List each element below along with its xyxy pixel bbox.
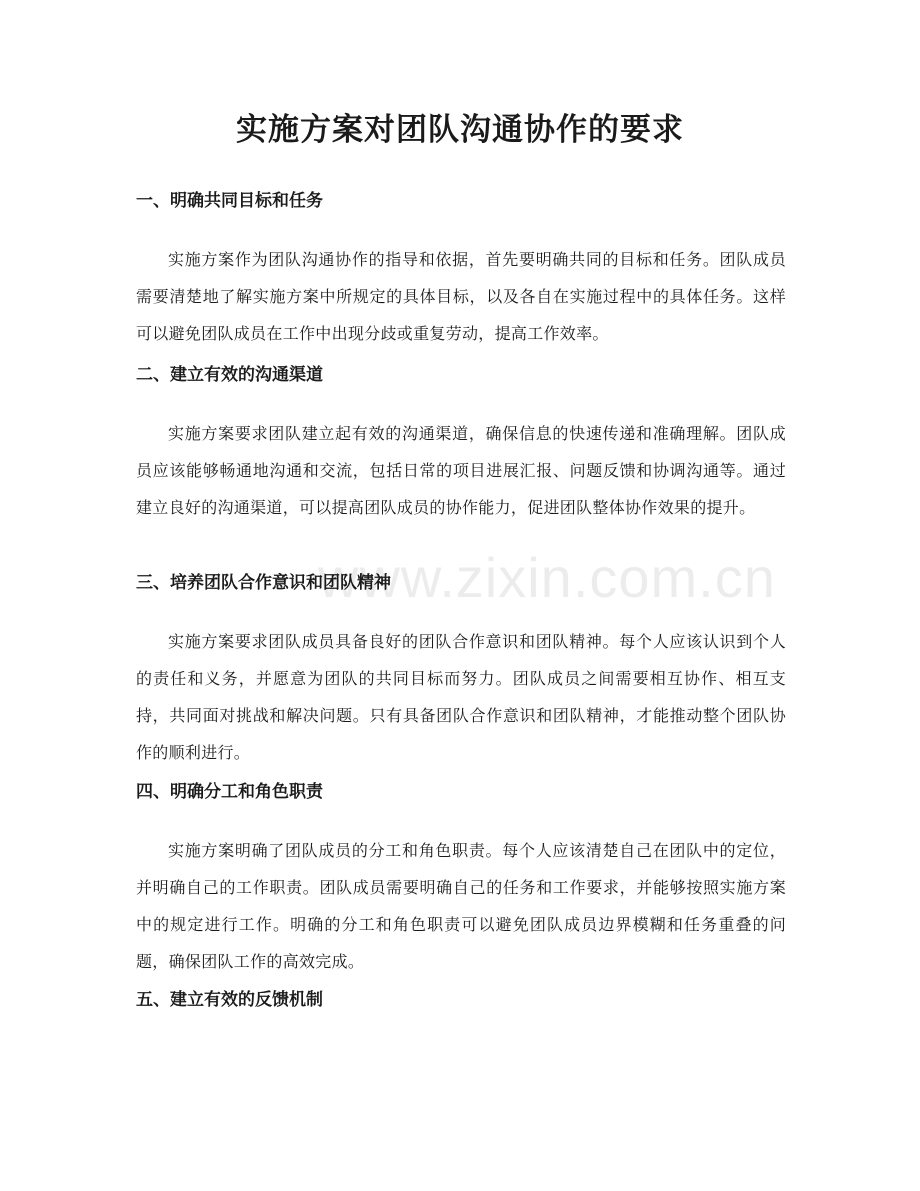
section-paragraph: 实施方案明确了团队成员的分工和角色职责。每个人应该清楚自己在团队中的定位，并明确自己的工作职责。团队成员需要明确自己的任务和工作要求，并能够按照实施方案中的规定进行工作。明确的分工和角色职责可以避免团队成员边界模糊和任务重叠的问题，确保团队工作的高效完成。 [136, 841, 786, 971]
section-2 [136, 362, 786, 526]
section-heading: 四、明确分工和角色职责 [136, 782, 323, 802]
section-5 [136, 987, 786, 1013]
document-title: 实施方案对团队沟通协作的要求 [236, 112, 684, 148]
section-heading: 三、培养团队合作意识和团队精神 [136, 573, 391, 593]
section-paragraph: 实施方案要求团队建立起有效的沟通渠道，确保信息的快速传递和准确理解。团队成员应该能够畅通地沟通和交流，包括日常的项目进展汇报、问题反馈和协调沟通等。通过建立良好的沟通渠道，可以提高团队成员的协作能力，促进团队整体协作效果的提升。 [136, 424, 786, 517]
section-paragraph: 实施方案要求团队成员具备良好的团队合作意识和团队精神。每个人应该认识到个人的责任和义务，并愿意为团队的共同目标而努力。团队成员之间需要相互协作、相互支持，共同面对挑战和解决问题。只有具备团队合作意识和团队精神，才能推动整个团队协作的顺利进行。 [136, 632, 786, 762]
section-4 [136, 779, 786, 980]
watermark-text: www.zixin.com.cn [318, 546, 776, 609]
section-heading: 五、建立有效的反馈机制 [136, 990, 323, 1010]
section-heading: 二、建立有效的沟通渠道 [136, 365, 323, 385]
section-heading: 一、明确共同目标和任务 [136, 191, 323, 211]
section-paragraph: 实施方案作为团队沟通协作的指导和依据，首先要明确共同的目标和任务。团队成员需要清楚地了解实施方案中所规定的具体目标，以及各自在实施过程中的具体任务。这样可以避免团队成员在工作中出现分歧或重复劳动，提高工作效率。 [136, 250, 786, 343]
section-1 [136, 188, 786, 352]
section-3 [136, 570, 786, 771]
